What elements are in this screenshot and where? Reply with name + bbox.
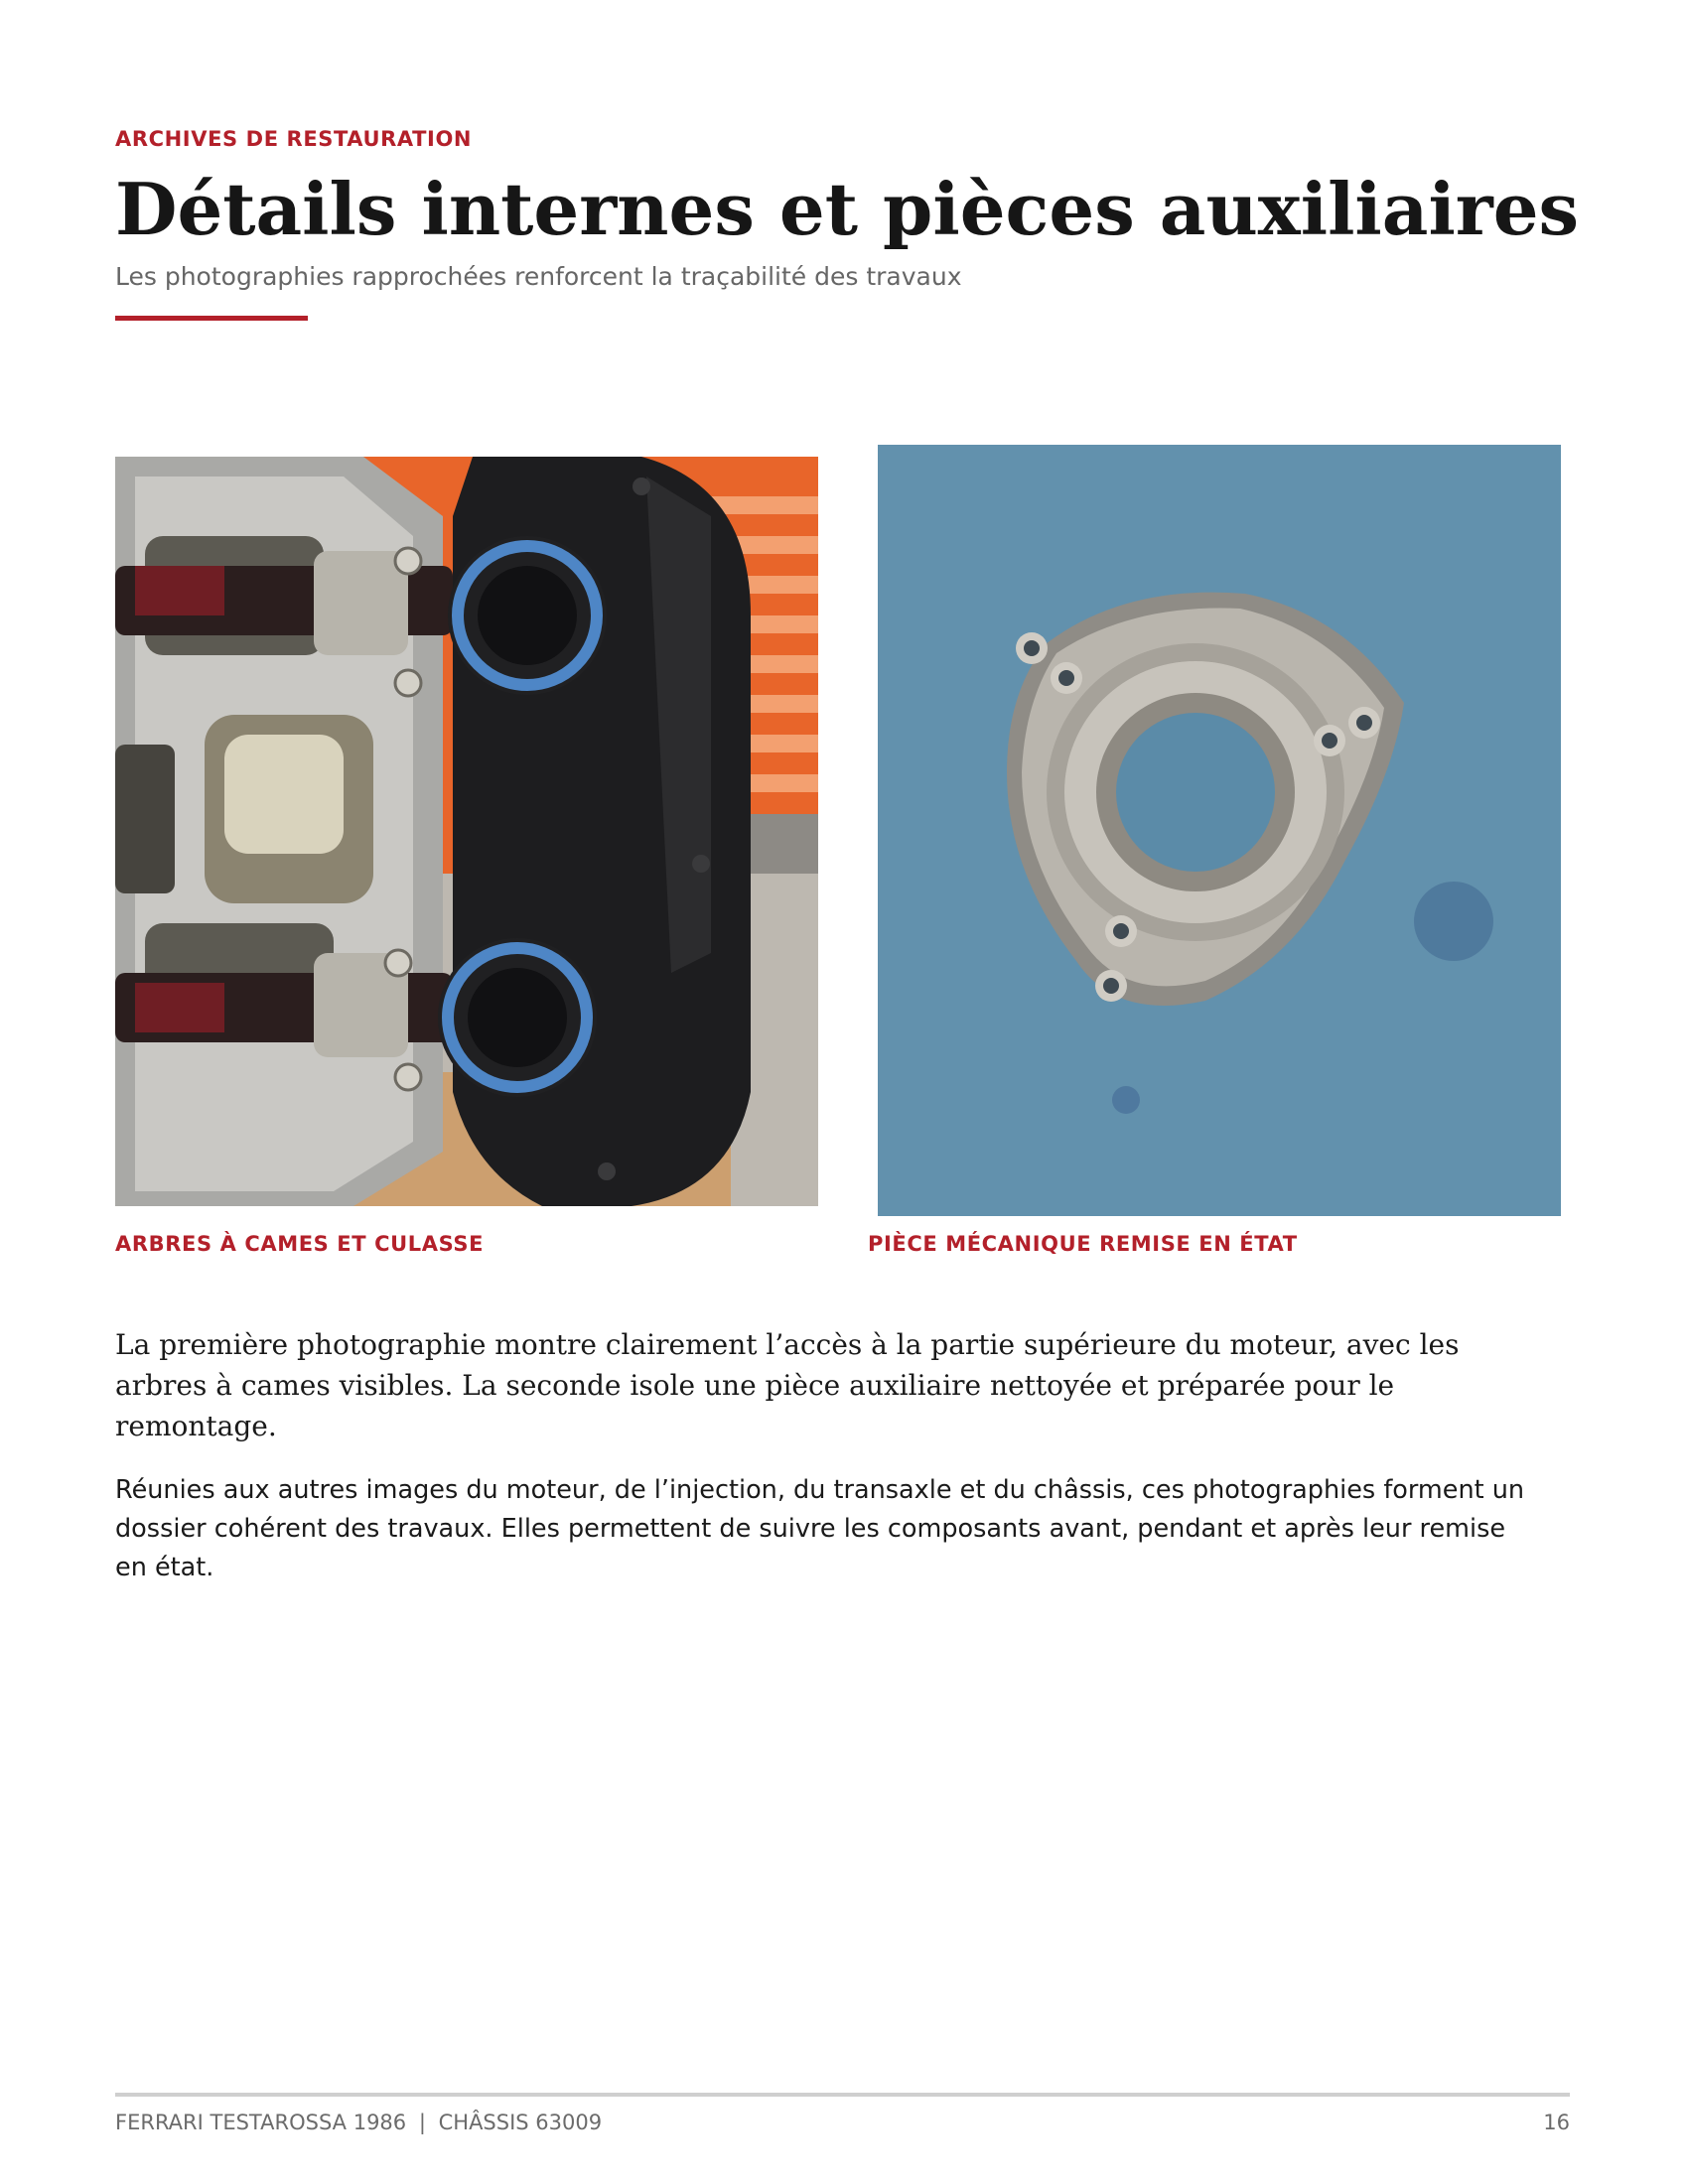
lead-paragraph: La première photographie montre clairement l’accès à la partie supérieure du moteur, avec les arbres à cames visibles. La seconde isole une pièce auxiliaire nettoyée et préparée pour le remontage. — [115, 1328, 1460, 1442]
camshaft-cylinder-head-photo — [115, 457, 818, 1206]
camshaft-photo-illustration — [115, 457, 818, 1206]
footer-document-info — [115, 2111, 602, 2134]
figure-caption-camshafts: ARBRES À CAMES ET CULASSE — [115, 1232, 485, 1256]
title-accent-rule — [115, 316, 308, 321]
refurbished-part-photo — [878, 445, 1561, 1216]
footer-vehicle: FERRARI TESTAROSSA 1986 — [115, 2111, 407, 2134]
page-number: 16 — [1543, 2111, 1570, 2134]
part-photo-illustration — [878, 445, 1561, 1216]
footer-chassis: CHÂSSIS 63009 — [438, 2111, 603, 2134]
body-paragraph: Réunies aux autres images du moteur, de l’injection, du transaxle et du châssis, ces photographies forment un dossier cohérent des travaux. Elles permettent de suivre les composants avant, pendant et après leur remise en état. — [115, 1475, 1525, 1582]
footer-rule — [115, 2093, 1570, 2097]
page-title: Détails internes et pièces auxiliaires — [115, 167, 1580, 251]
section-kicker: ARCHIVES DE RESTAURATION — [115, 127, 473, 151]
page-subtitle: Les photographies rapprochées renforcent la traçabilité des travaux — [115, 262, 962, 291]
figure-caption-part: PIÈCE MÉCANIQUE REMISE EN ÉTAT — [868, 1232, 1298, 1256]
footer-separator: | — [418, 2111, 426, 2134]
